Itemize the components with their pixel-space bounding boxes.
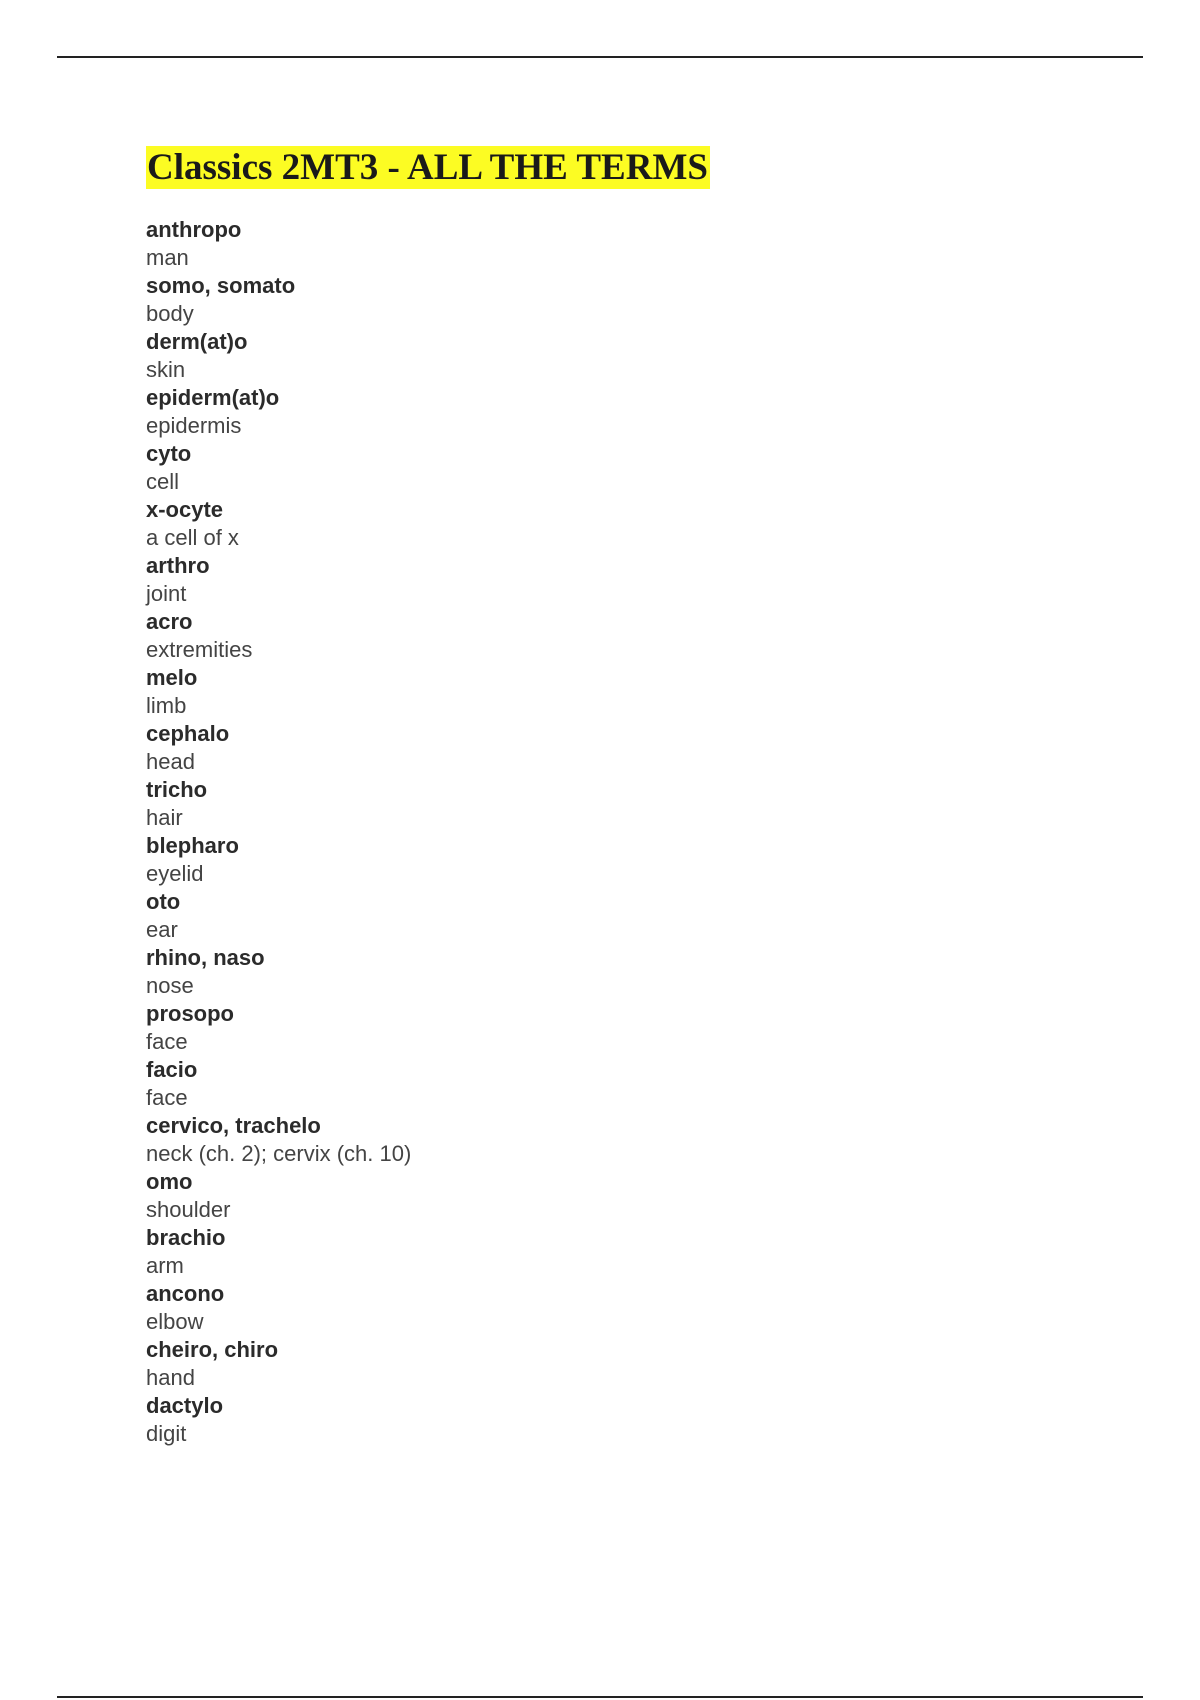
- term-entry: [146, 1112, 1106, 1168]
- term: epiderm(at)o: [146, 385, 280, 410]
- term-entry: [146, 720, 1106, 776]
- term: x-ocyte: [146, 497, 224, 522]
- term: rhino, naso: [146, 945, 265, 970]
- term-entry: [146, 1336, 1106, 1392]
- definition: digit: [146, 1421, 187, 1446]
- top-rule: [57, 56, 1143, 58]
- term-list: [146, 216, 1106, 1448]
- definition: joint: [146, 581, 187, 606]
- definition: face: [146, 1085, 188, 1110]
- definition: body: [146, 301, 194, 326]
- term-entry: [146, 888, 1106, 944]
- term: anthropo: [146, 217, 242, 242]
- definition: elbow: [146, 1309, 204, 1334]
- term: cephalo: [146, 721, 230, 746]
- term: blepharo: [146, 833, 239, 858]
- term: acro: [146, 609, 193, 634]
- page-content: [146, 146, 1106, 1448]
- term: cheiro, chiro: [146, 1337, 279, 1362]
- definition: nose: [146, 973, 194, 998]
- definition: eyelid: [146, 861, 204, 886]
- term-entry: [146, 1168, 1106, 1224]
- term-entry: [146, 440, 1106, 496]
- term-entry: [146, 608, 1106, 664]
- term: oto: [146, 889, 181, 914]
- definition: skin: [146, 357, 186, 382]
- term: brachio: [146, 1225, 226, 1250]
- bottom-rule: [57, 1696, 1143, 1698]
- term: prosopo: [146, 1001, 234, 1026]
- term: arthro: [146, 553, 210, 578]
- term: omo: [146, 1169, 193, 1194]
- definition: epidermis: [146, 413, 242, 438]
- definition: hair: [146, 805, 183, 830]
- term-entry: [146, 1280, 1106, 1336]
- definition: a cell of x: [146, 525, 239, 550]
- term-entry: [146, 944, 1106, 1000]
- term: somo, somato: [146, 273, 296, 298]
- term-entry: [146, 1056, 1106, 1112]
- term: tricho: [146, 777, 208, 802]
- definition: head: [146, 749, 195, 774]
- term-entry: [146, 328, 1106, 384]
- definition: hand: [146, 1365, 195, 1390]
- term: cyto: [146, 441, 192, 466]
- term-entry: [146, 552, 1106, 608]
- document-title: Classics 2MT3 - ALL THE TERMS: [147, 147, 708, 188]
- definition: extremities: [146, 637, 253, 662]
- term-entry: [146, 216, 1106, 272]
- term: cervico, trachelo: [146, 1113, 321, 1138]
- definition: arm: [146, 1253, 184, 1278]
- term-entry: [146, 496, 1106, 552]
- term-entry: [146, 384, 1106, 440]
- term-entry: [146, 1392, 1106, 1448]
- definition: limb: [146, 693, 187, 718]
- term-entry: [146, 1224, 1106, 1280]
- term: melo: [146, 665, 198, 690]
- term: ancono: [146, 1281, 225, 1306]
- term: facio: [146, 1057, 198, 1082]
- term-entry: [146, 272, 1106, 328]
- definition: shoulder: [146, 1197, 231, 1222]
- term: derm(at)o: [146, 329, 248, 354]
- definition: face: [146, 1029, 188, 1054]
- term-entry: [146, 1000, 1106, 1056]
- definition: ear: [146, 917, 178, 942]
- term: dactylo: [146, 1393, 224, 1418]
- term-entry: [146, 664, 1106, 720]
- definition: cell: [146, 469, 180, 494]
- definition: man: [146, 245, 189, 270]
- term-entry: [146, 776, 1106, 832]
- term-entry: [146, 832, 1106, 888]
- definition: neck (ch. 2); cervix (ch. 10): [146, 1141, 412, 1166]
